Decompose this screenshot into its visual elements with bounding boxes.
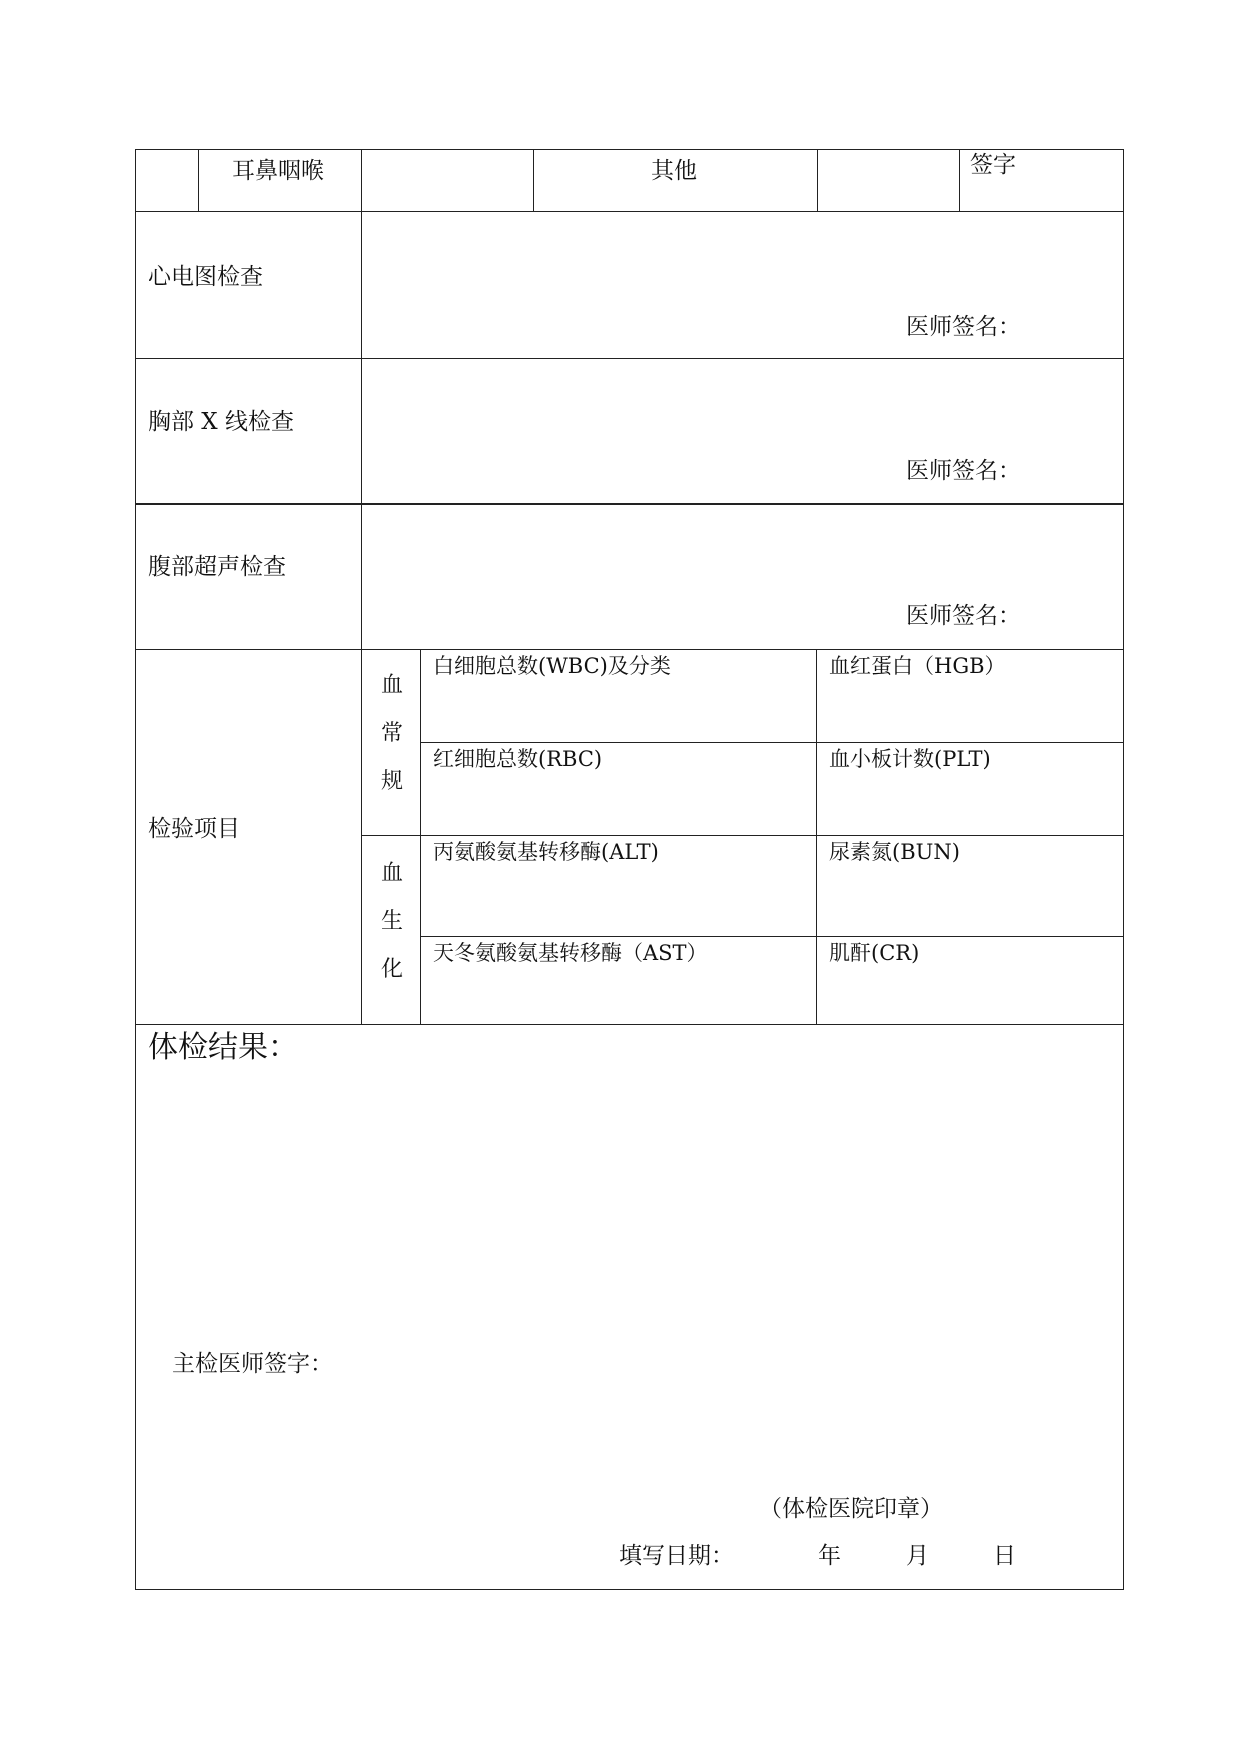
- row-divider: [135, 503, 1124, 505]
- bun-label: 尿素氮(BUN): [829, 840, 960, 864]
- row-divider: [135, 649, 1124, 650]
- lab-group-divider: [362, 835, 1124, 836]
- ultrasound-doctor-sign: 医师签名：: [906, 603, 1021, 629]
- ultrasound-label: 腹部超声检查: [148, 554, 286, 580]
- ecg-doctor-sign: 医师签名：: [906, 314, 1021, 340]
- table-border-left: [135, 149, 136, 1590]
- group-char: 化: [380, 957, 403, 982]
- chief-doctor-sign: 主检医师签字：: [172, 1351, 333, 1377]
- lab-col-divider: [420, 649, 421, 1025]
- lab-row-divider: [420, 936, 1124, 937]
- row-divider: [135, 211, 1124, 212]
- lab-row-divider: [420, 742, 1124, 743]
- ecg-label: 心电图检查: [148, 264, 263, 290]
- col-divider: [198, 149, 199, 212]
- rbc-label: 红细胞总数(RBC): [433, 747, 603, 771]
- col-divider: [959, 149, 960, 212]
- group-char: 血: [380, 673, 403, 698]
- ast-label: 天冬氨酸氨基转移酶（AST）: [433, 941, 708, 965]
- date-month-label: 月: [906, 1543, 929, 1569]
- xray-doctor-sign: 医师签名：: [906, 458, 1021, 484]
- col-divider: [817, 149, 818, 212]
- blood-routine-group-label: [377, 662, 407, 806]
- date-year-label: 年: [818, 1543, 841, 1569]
- hgb-label: 血红蛋白（HGB）: [829, 654, 1006, 678]
- group-char: 生: [380, 909, 403, 934]
- group-char: 常: [380, 721, 403, 746]
- table-border-bottom: [135, 1589, 1124, 1590]
- table-border-right: [1123, 149, 1124, 1590]
- sign-label: 签字: [970, 152, 1016, 178]
- result-title: 体检结果：: [148, 1030, 298, 1065]
- hospital-stamp-label: （体检医院印章）: [759, 1496, 943, 1522]
- lab-col-divider: [816, 649, 817, 1025]
- wbc-label: 白细胞总数(WBC)及分类: [433, 654, 671, 678]
- ent-label: 耳鼻咽喉: [232, 158, 324, 184]
- table-border-top: [135, 149, 1124, 150]
- lab-label: 检验项目: [148, 816, 240, 842]
- blood-biochem-group-label: [377, 850, 407, 994]
- row-divider: [135, 1024, 1124, 1025]
- group-char: 规: [380, 769, 403, 794]
- row-divider: [135, 358, 1124, 359]
- xray-label: 胸部 X 线检查: [148, 409, 294, 435]
- alt-label: 丙氨酸氨基转移酶(ALT): [433, 840, 659, 864]
- col-divider: [533, 149, 534, 212]
- col-divider: [361, 149, 362, 1025]
- fill-date-label: 填写日期：: [619, 1543, 734, 1569]
- plt-label: 血小板计数(PLT): [829, 747, 991, 771]
- other-label: 其他: [651, 158, 697, 184]
- group-char: 血: [380, 861, 403, 886]
- cr-label: 肌酐(CR): [829, 941, 920, 965]
- date-day-label: 日: [993, 1543, 1016, 1569]
